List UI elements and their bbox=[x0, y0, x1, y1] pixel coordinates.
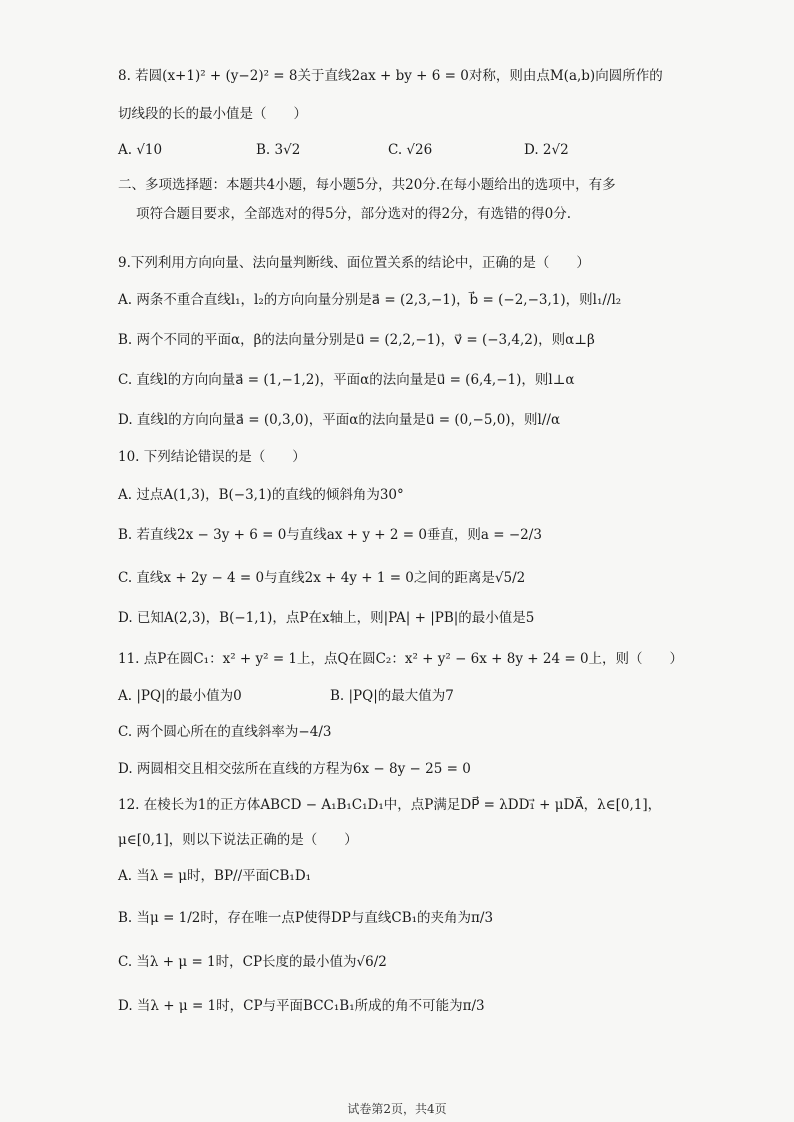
q9-option-c: C. 直线l的方向向量a⃗ = (1,−1,2)，平面α的法向量是u⃗ = (6,4,−1)，则l⊥α bbox=[118, 372, 575, 388]
q11-option-a: A. |PQ|的最小值为0 bbox=[118, 688, 242, 704]
q11-option-d: D. 两圆相交且相交弦所在直线的方程为6x − 8y − 25 = 0 bbox=[118, 761, 471, 777]
q10-option-a: A. 过点A(1,3)，B(−3,1)的直线的倾斜角为30° bbox=[118, 487, 404, 503]
q11-stem: 11. 点P在圆C₁：x² + y² = 1上，点Q在圆C₂：x² + y² − 6x + 8y + 24 = 0上，则（ ） bbox=[118, 651, 684, 667]
q8-option-a: A. √10 bbox=[118, 142, 163, 158]
q9-option-b: B. 两个不同的平面α，β的法向量分别是u⃗ = (2,2,−1)，v⃗ = (−3,4,2)，则α⊥β bbox=[118, 332, 595, 348]
q12-option-a: A. 当λ = μ时，BP//平面CB₁D₁ bbox=[118, 868, 312, 884]
q10-stem: 10. 下列结论错误的是（ ） bbox=[118, 449, 306, 465]
q10-option-d: D. 已知A(2,3)，B(−1,1)，点P在x轴上，则|PA| + |PB|的最小值是5 bbox=[118, 610, 535, 626]
q12-stem-line2: μ∈[0,1]，则以下说法正确的是（ ） bbox=[118, 832, 358, 848]
section2-instructions-line1: 二、多项选择题：本题共4小题，每小题5分，共20分.在每小题给出的选项中，有多 bbox=[118, 177, 616, 193]
page-footer: 试卷第2页，共4页 bbox=[347, 1102, 447, 1116]
q9-option-a: A. 两条不重合直线l₁，l₂的方向向量分别是a⃗ = (2,3,−1)，b⃗ = (−2,−3,1)，则l₁//l₂ bbox=[118, 292, 622, 308]
q12-option-d: D. 当λ + μ = 1时，CP与平面BCC₁B₁所成的角不可能为π/3 bbox=[118, 998, 485, 1014]
q11-options-ab bbox=[118, 686, 678, 706]
q8-stem-line1: 8. 若圆(x+1)² + (y−2)² = 8关于直线2ax + by + 6 = 0对称，则由点M(a,b)向圆所作的 bbox=[118, 68, 663, 84]
q10-option-c: C. 直线x + 2y − 4 = 0与直线2x + 4y + 1 = 0之间的距离是√5/2 bbox=[118, 570, 526, 586]
q8-option-d: D. 2√2 bbox=[524, 142, 569, 158]
q10-option-b: B. 若直线2x − 3y + 6 = 0与直线ax + y + 2 = 0垂直，则a = −2/3 bbox=[118, 527, 542, 543]
q8-options bbox=[118, 140, 678, 160]
q9-option-d: D. 直线l的方向向量a⃗ = (0,3,0)，平面α的法向量是u⃗ = (0,−5,0)，则l//α bbox=[118, 412, 561, 428]
q9-stem: 9.下列利用方向向量、法向量判断线、面位置关系的结论中，正确的是（ ） bbox=[118, 255, 590, 271]
section2-instructions-line2: 项符合题目要求，全部选对的得5分，部分选对的得2分，有选错的得0分. bbox=[136, 206, 572, 222]
q11-option-b: B. |PQ|的最大值为7 bbox=[330, 688, 454, 704]
q12-option-c: C. 当λ + μ = 1时，CP长度的最小值为√6/2 bbox=[118, 954, 387, 970]
q8-option-c: C. √26 bbox=[388, 142, 433, 158]
q12-option-b: B. 当μ = 1/2时，存在唯一点P使得DP与直线CB₁的夹角为π/3 bbox=[118, 910, 494, 926]
q8-option-b: B. 3√2 bbox=[256, 142, 301, 158]
q8-stem-line2: 切线段的长的最小值是（ ） bbox=[118, 106, 307, 122]
q12-stem-line1: 12. 在棱长为1的正方体ABCD − A₁B₁C₁D₁中，点P满足DP⃗ = λDD₁⃗ + μDA⃗，λ∈[0,1]， bbox=[118, 797, 662, 813]
q11-option-c: C. 两个圆心所在的直线斜率为−4/3 bbox=[118, 724, 332, 740]
